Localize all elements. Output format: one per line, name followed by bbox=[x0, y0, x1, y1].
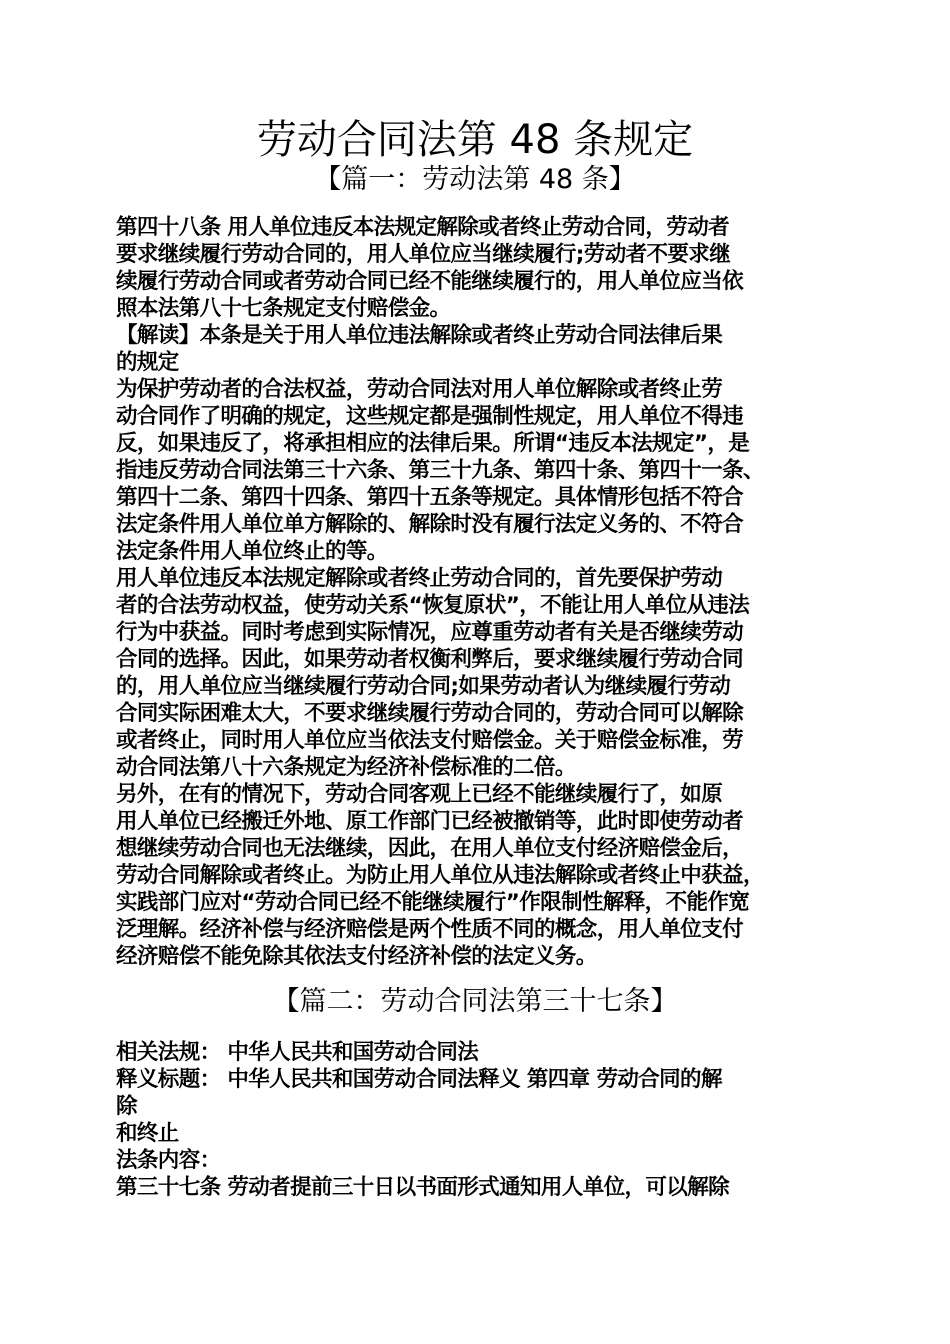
text-line: 第三十七条 劳动者提前三十日以书面形式通知用人单位，可以解除 bbox=[116, 1175, 729, 1200]
text-line: 除 bbox=[116, 1094, 137, 1119]
text-line: 第四十二条、第四十四条、第四十五条等规定。具体情形包括不符合 bbox=[116, 485, 744, 510]
text-line: 释义标题： 中华人民共和国劳动合同法释义 第四章 劳动合同的解 bbox=[116, 1067, 722, 1092]
text-line: 动合同作了明确的规定，这些规定都是强制性规定，用人单位不得违 bbox=[116, 404, 744, 429]
text-line: 或者终止，同时用人单位应当依法支付赔偿金。关于赔偿金标准，劳 bbox=[116, 728, 744, 753]
text-line: 照本法第八十七条规定支付赔偿金。 bbox=[116, 296, 451, 321]
text-line: 续履行劳动合同或者劳动合同已经不能继续履行的，用人单位应当依 bbox=[116, 269, 744, 294]
text-line: 经济赔偿不能免除其依法支付经济补偿的法定义务。 bbox=[116, 944, 597, 969]
text-line: 合同的选择。因此，如果劳动者权衡利弊后，要求继续履行劳动合同 bbox=[116, 647, 744, 672]
text-line: 第四十八条 用人单位违反本法规定解除或者终止劳动合同，劳动者 bbox=[116, 215, 729, 240]
section-1-heading: 【篇一：劳动法第 48 条】 bbox=[314, 164, 636, 195]
text-line: 实践部门应对“劳动合同已经不能继续履行”作限制性解释，不能作宽 bbox=[116, 890, 750, 915]
text-line: 想继续劳动合同也无法继续，因此，在用人单位支付经济赔偿金后， bbox=[116, 836, 744, 861]
text-line: 的规定 bbox=[116, 350, 179, 375]
text-line: 动合同法第八十六条规定为经济补偿标准的二倍。 bbox=[116, 755, 576, 780]
text-line: 【解读】本条是关于用人单位违法解除或者终止劳动合同法律后果 bbox=[116, 323, 723, 348]
text-line: 的，用人单位应当继续履行劳动合同;如果劳动者认为继续履行劳动 bbox=[116, 674, 731, 699]
text-line: 用人单位已经搬迁外地、原工作部门已经被撤销等，此时即使劳动者 bbox=[116, 809, 744, 834]
text-line: 要求继续履行劳动合同的，用人单位应当继续履行;劳动者不要求继 bbox=[116, 242, 731, 267]
section-1-body bbox=[116, 214, 838, 970]
text-line: 法条内容： bbox=[116, 1148, 221, 1173]
text-line: 相关法规： 中华人民共和国劳动合同法 bbox=[116, 1040, 479, 1065]
document-title: 劳动合同法第 48 条规定 bbox=[256, 117, 694, 163]
text-line: 者的合法劳动权益，使劳动关系“恢复原状”，不能让用人单位从违法 bbox=[116, 593, 750, 618]
text-line: 另外，在有的情况下，劳动合同客观上已经不能继续履行了，如原 bbox=[116, 782, 723, 807]
text-line: 反，如果违反了，将承担相应的法律后果。所谓“违反本法规定”，是 bbox=[116, 431, 750, 456]
text-line: 合同实际困难太大，不要求继续履行劳动合同的，劳动合同可以解除 bbox=[116, 701, 744, 726]
text-line: 为保护劳动者的合法权益，劳动合同法对用人单位解除或者终止劳 bbox=[116, 377, 723, 402]
text-line: 法定条件用人单位单方解除的、解除时没有履行法定义务的、不符合 bbox=[116, 512, 744, 537]
section-2-body bbox=[116, 1039, 838, 1201]
text-line: 指违反劳动合同法第三十六条、第三十九条、第四十条、第四十一条、 bbox=[116, 458, 764, 483]
text-line: 劳动合同解除或者终止。为防止用人单位从违法解除或者终止中获益， bbox=[116, 863, 764, 888]
text-line: 和终止 bbox=[116, 1121, 179, 1146]
text-line: 泛理解。经济补偿与经济赔偿是两个性质不同的概念，用人单位支付 bbox=[116, 917, 744, 942]
text-line: 用人单位违反本法规定解除或者终止劳动合同的，首先要保护劳动 bbox=[116, 566, 723, 591]
section-2-heading: 【篇二：劳动合同法第三十七条】 bbox=[272, 986, 678, 1017]
text-line: 行为中获益。同时考虑到实际情况，应尊重劳动者有关是否继续劳动 bbox=[116, 620, 744, 645]
text-line: 法定条件用人单位终止的等。 bbox=[116, 539, 388, 564]
